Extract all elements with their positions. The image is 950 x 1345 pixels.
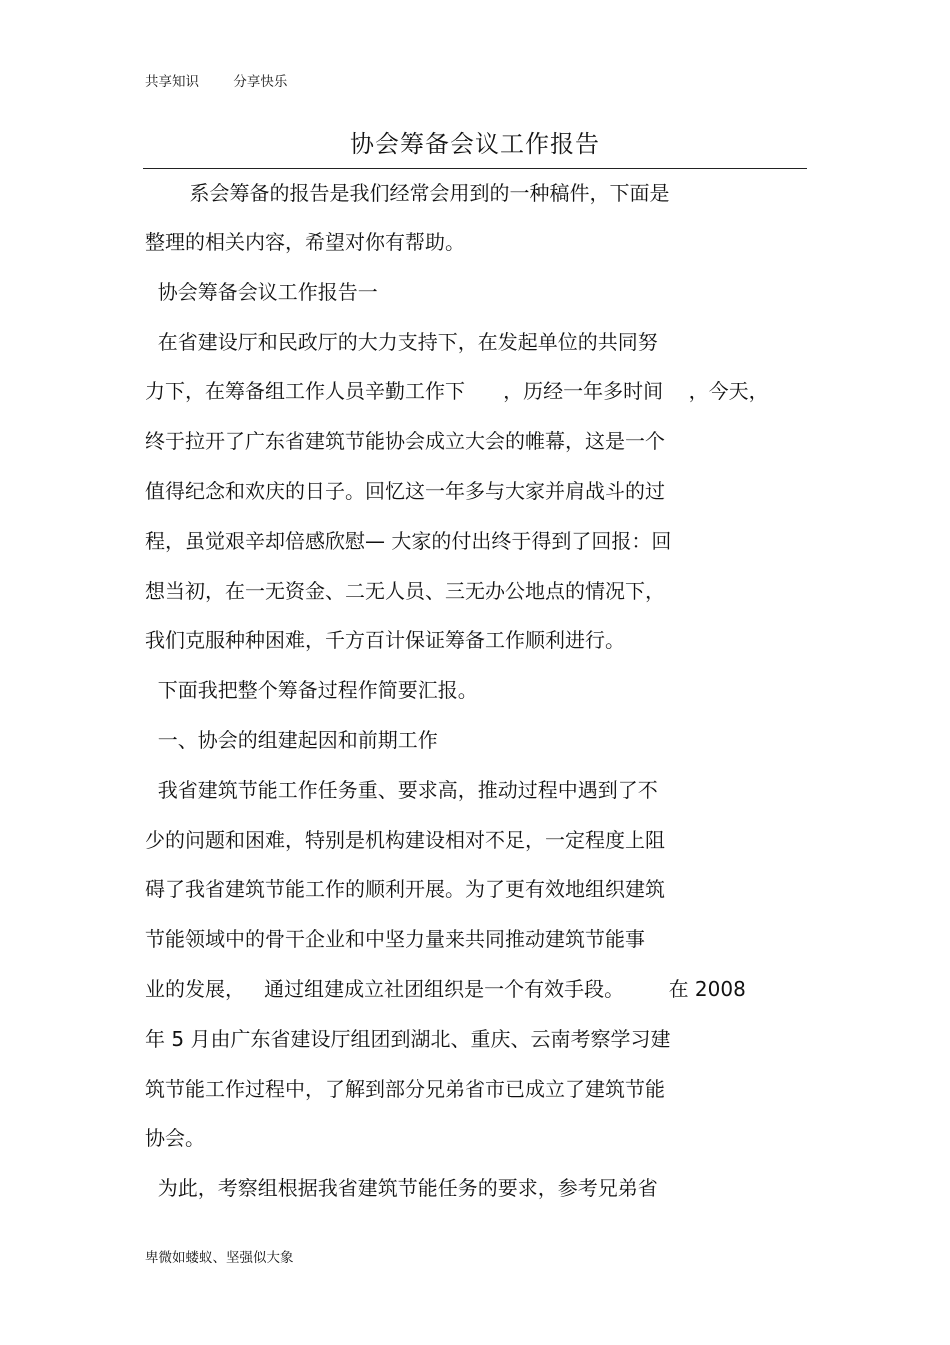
- body-line: 值得纪念和欢庆的日子。回忆这一年多与大家并肩战斗的过: [145, 479, 665, 503]
- body-line: 少的问题和困难，特别是机构建设相对不足，一定程度上阻: [145, 828, 665, 852]
- title-divider: [143, 168, 807, 169]
- body-line: 程，虽觉艰辛却倍感欣慰— 大家的付出终于得到了回报：回: [145, 529, 672, 553]
- body-line: 年 5 月由广东省建设厅组团到湖北、重庆、云南考察学习建: [145, 1027, 671, 1051]
- body-line: 系会筹备的报告是我们经常会用到的一种稿件，下面是: [145, 181, 670, 205]
- body-line: 在省建设厅和民政厅的大力支持下，在发起单位的共同努: [145, 330, 658, 354]
- body-line: 我省建筑节能工作任务重、要求高，推动过程中遇到了不: [145, 778, 658, 802]
- page-footer: 卑微如蝼蚁、坚强似大象: [145, 1250, 294, 1266]
- body-line: 力下，在筹备组工作人员辛勤工作下 ，历经一年多时间 ，今天，: [145, 379, 769, 403]
- body-line: 下面我把整个筹备过程作简要汇报。: [145, 678, 478, 702]
- body-line: 碍了我省建筑节能工作的顺利开展。为了更有效地组织建筑: [145, 877, 665, 901]
- body-line: 协会。: [145, 1126, 205, 1150]
- body-line: 整理的相关内容，希望对你有帮助。: [145, 230, 465, 254]
- body-line: 终于拉开了广东省建筑节能协会成立大会的帷幕，这是一个: [145, 429, 665, 453]
- section-heading: 一、协会的组建起因和前期工作: [145, 728, 438, 752]
- section-heading: 协会筹备会议工作报告一: [145, 280, 378, 304]
- body-line: 为此，考察组根据我省建筑节能任务的要求，参考兄弟省: [145, 1176, 658, 1200]
- body-line: 筑节能工作过程中，了解到部分兄弟省市已成立了建筑节能: [145, 1077, 665, 1101]
- body-line: 想当初，在一无资金、二无人员、三无办公地点的情况下，: [145, 579, 665, 603]
- body-line: 我们克服种种困难，千方百计保证筹备工作顺利进行。: [145, 628, 625, 652]
- document-title: 协会筹备会议工作报告: [350, 130, 600, 158]
- page-header: 共享知识 分享快乐: [145, 74, 288, 90]
- body-line: 节能领域中的骨干企业和中坚力量来共同推动建筑节能事: [145, 927, 645, 951]
- body-line: 业的发展， 通过组建成立社团组织是一个有效手段。 在 2008: [145, 977, 746, 1001]
